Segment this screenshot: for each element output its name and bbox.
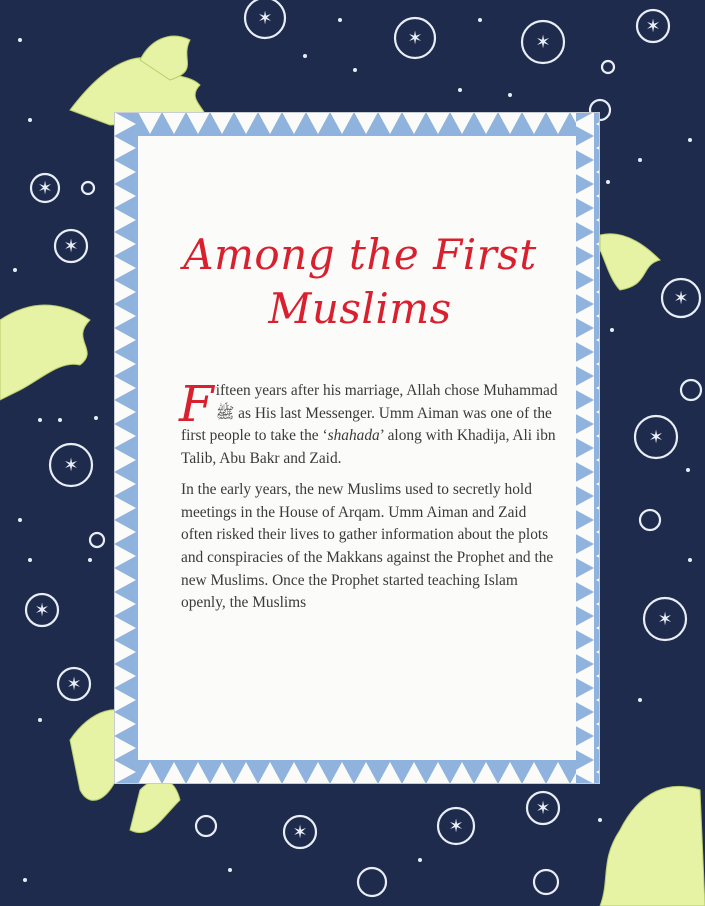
paragraph-1: Fifteen years after his marriage, Allah chose Muhammad ﷺ as His last Messenger. Umm Aiman was one of the first people to take the ‘shahada’ along with Khadija, Ali ibn Talib, Abu Bakr and Zaid. — [179, 375, 558, 468]
svg-text:✶: ✶ — [407, 28, 423, 49]
svg-text:✶: ✶ — [257, 8, 273, 29]
drop-cap: F — [179, 375, 214, 433]
svg-text:✶: ✶ — [37, 178, 53, 199]
svg-text:✶: ✶ — [63, 455, 79, 476]
svg-text:✶: ✶ — [673, 288, 689, 309]
svg-text:✶: ✶ — [648, 427, 664, 448]
page-title: Among the First Muslims — [183, 230, 537, 333]
body-text — [179, 375, 561, 623]
svg-text:✶: ✶ — [535, 32, 551, 53]
svg-text:✶: ✶ — [645, 16, 661, 37]
paragraph-2: In the early years, the new Muslims used to secretly hold meetings in the House of Arqam. Umm Aiman and Zaid often risked their lives to gather information about the plots and conspiracies of the Makkans against the Prophet and the new Muslims. Once the Prophet started teaching Islam openly, the Muslims — [181, 480, 554, 612]
svg-text:✶: ✶ — [63, 236, 79, 257]
svg-text:✶: ✶ — [34, 600, 50, 621]
svg-text:✶: ✶ — [292, 822, 308, 843]
svg-text:✶: ✶ — [535, 798, 551, 819]
svg-text:✶: ✶ — [657, 609, 673, 630]
svg-text:✶: ✶ — [448, 816, 464, 837]
svg-text:✶: ✶ — [66, 674, 82, 695]
